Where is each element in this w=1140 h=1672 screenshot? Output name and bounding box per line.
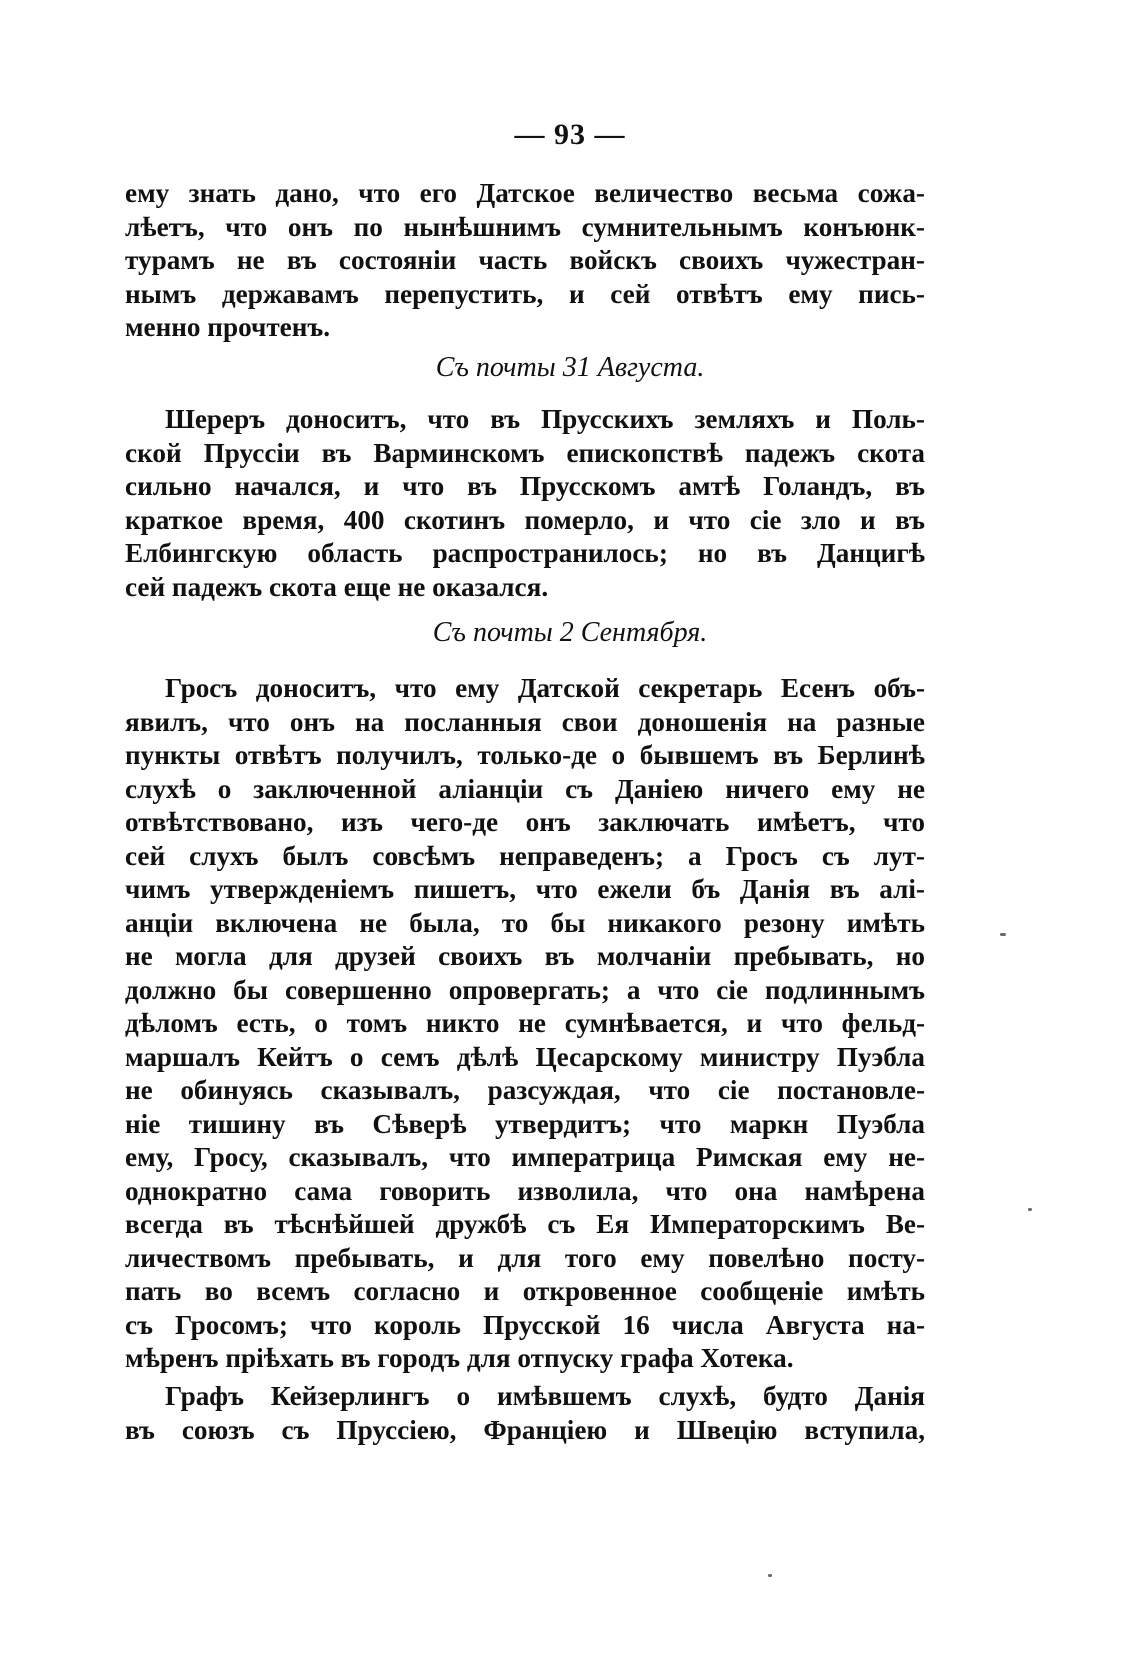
section-heading: Съ почты 2 Сентября. (432, 617, 708, 648)
section-heading: Съ почты 31 Августа. (435, 352, 705, 383)
paragraph-gross-report (125, 672, 925, 1376)
text-line: Гросъ доноситъ, что ему Датской секретарь Есенъ объ- (165, 673, 925, 703)
text-line: ской Пруссiи въ Варминскомъ епископствѣ падежъ скота (125, 437, 925, 468)
paragraph-scherer-report (125, 403, 925, 604)
text-line: краткое время, 400 скотинъ померло, и что сiе зло и въ (125, 504, 925, 535)
text-line: лѣетъ, что онъ по нынѣшнимъ сумнительнымъ конъюнк- (125, 211, 925, 242)
text-line: маршалъ Кейтъ о семъ дѣлѣ Цесарскому министру Пуэбла (125, 1041, 925, 1072)
text-line: чимъ утвержденiемъ пишетъ, что ежели бъ Данiя въ алi- (125, 874, 925, 904)
text-line: личествомъ пребывать, и для того ему повелѣно посту- (125, 1242, 925, 1273)
text-line: явилъ, что онъ на посланныя свои доношенiя на разные (125, 706, 925, 737)
text-line: мѣренъ прiѣхать въ городъ для отпуску графа Хотека. (125, 1343, 794, 1373)
page-number: — 93 — (514, 118, 626, 151)
text-line: Шереръ доноситъ, что въ Прусскихъ земляхъ и Поль- (165, 404, 925, 434)
text-line: съ Гросомъ; что король Прусской 16 числа Августа на- (125, 1309, 925, 1340)
text-line: нымъ державамъ перепустить, и сей отвѣтъ ему пись- (125, 278, 925, 309)
text-line: не могла для друзей своихъ въ молчанiи пребывать, но (125, 941, 925, 971)
text-line: дѣломъ есть, о томъ никто не сумнѣвается, и что фельд- (125, 1008, 925, 1038)
text-line: ему, Гросу, сказывалъ, что императрица Римская ему не- (125, 1142, 925, 1172)
scan-speck (1028, 1208, 1032, 1211)
text-line: анцiи включена не была, то бы никакого резону имѣть (125, 907, 925, 938)
text-line: турамъ не въ состоянiи часть войскъ своихъ чужестран- (125, 245, 925, 275)
text-line: пать во всемъ согласно и откровенное сообщенiе имѣть (125, 1276, 925, 1306)
text-line: пункты отвѣтъ получилъ, только-де о бывшемъ въ Берлинѣ (125, 740, 925, 770)
text-line: Графъ Кейзерлингъ о имѣвшемъ слухѣ, будто Данiя (165, 1381, 925, 1411)
text-line: въ союзъ съ Пруссiею, Францiею и Швецiю вступила, (125, 1414, 925, 1445)
text-line: отвѣтствовано, изъ чего-де онъ заключать имѣетъ, что (125, 807, 925, 837)
text-line: Елбингскую область распространилось; но въ Данцигѣ (125, 538, 925, 568)
text-line: не обинуясь сказывалъ, разсуждая, что сiе постановле- (125, 1075, 925, 1105)
text-line: сильно начался, и что въ Прусскомъ амтѣ Голандъ, въ (125, 471, 925, 501)
text-line: всегда въ тѣснѣйшей дружбѣ съ Ея Императорскимъ Ве- (125, 1209, 925, 1239)
scan-speck (1000, 933, 1006, 936)
paragraph-keyserling-report (125, 1380, 925, 1447)
text-line: однократно сама говорить изволила, что она намѣрена (125, 1175, 925, 1206)
scan-speck (768, 1574, 772, 1577)
text-line: менно прочтенъ. (125, 312, 331, 342)
text-line: слухѣ о заключенной алiанцiи съ Данiею ничего ему не (125, 773, 925, 804)
text-line: ему знать дано, что его Датское величество весьма сожа- (125, 178, 925, 208)
text-line: сей слухъ былъ совсѣмъ неправеденъ; а Гросъ съ лут- (125, 840, 925, 871)
paragraph-continuation (125, 177, 925, 345)
text-line: сей падежъ скота еще не оказался. (125, 571, 549, 602)
text-line: нiе тишину въ Сѣверѣ утвердитъ; что маркн Пуэбла (125, 1108, 925, 1139)
text-line: должно бы совершенно опровергать; а что сiе подлиннымъ (125, 974, 925, 1005)
